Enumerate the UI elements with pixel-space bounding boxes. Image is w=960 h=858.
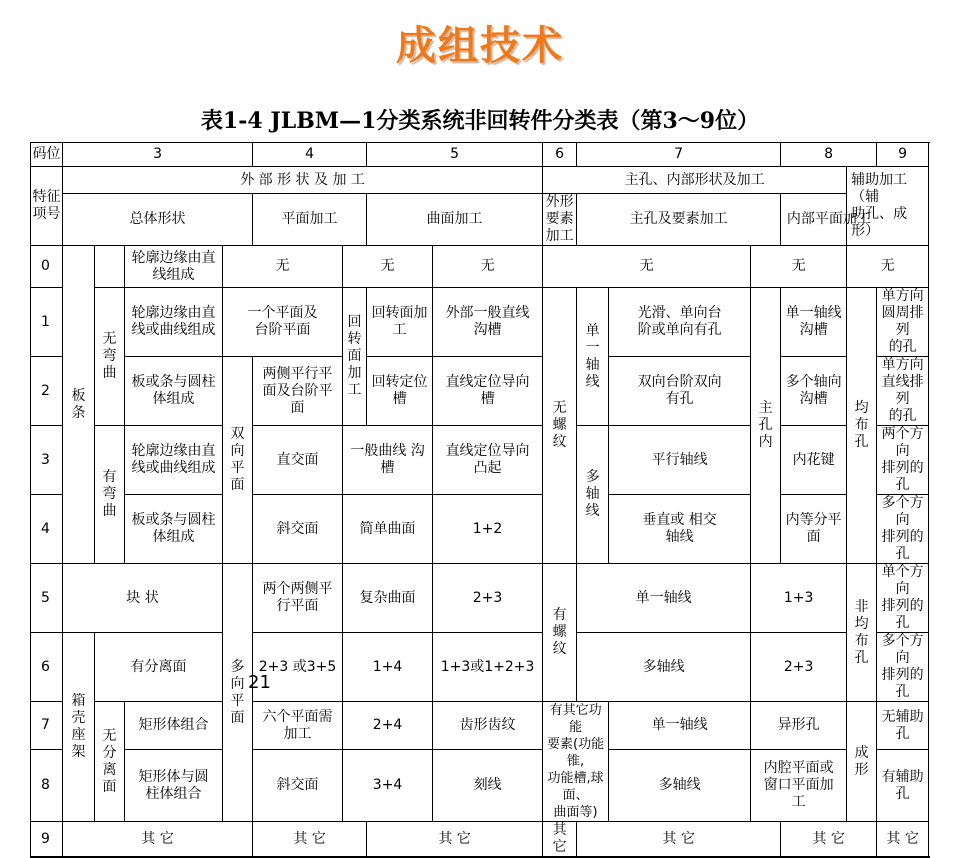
c7-no-thread: 无 螺 纹 — [543, 288, 577, 564]
c4-cell: 无 — [223, 246, 343, 288]
c4-cell: 斜交面 — [253, 750, 343, 822]
row-code: 5 — [31, 564, 63, 633]
row-code: 8 — [31, 750, 63, 822]
c8-cell: 多个轴向 沟槽 — [781, 357, 847, 426]
c8-cell: 1+3 — [751, 564, 847, 633]
c8-cell: 异形孔 — [751, 702, 847, 750]
table-row — [31, 702, 929, 750]
c4-multi: 多 向 平 面 — [223, 564, 253, 822]
c6-cell: 1+2 — [433, 495, 543, 564]
c6-cell: 2+3 — [433, 564, 543, 633]
c7-cell: 平行轴线 — [609, 426, 751, 495]
c8-cell: 无 — [751, 246, 847, 288]
c4-cell: 斜交面 — [253, 495, 343, 564]
c5-cell: 其 它 — [367, 822, 543, 858]
c5-cell: 2+4 — [343, 702, 433, 750]
c7-cell: 光滑、单向台 阶或单向有孔 — [609, 288, 751, 357]
c3-cell: 其 它 — [63, 822, 253, 858]
classification-table — [30, 142, 929, 858]
table-row — [31, 426, 929, 495]
c6-cell: 外部一般直线 沟槽 — [433, 288, 543, 357]
c6-cell: 齿形齿纹 — [433, 702, 543, 750]
c8-main-hole: 主 孔 内 — [751, 288, 781, 564]
c7-multi-axis: 多 轴 线 — [577, 426, 609, 564]
c9-cell: 单方向 直线排列 的孔 — [877, 357, 929, 426]
c8-cell: 2+3 — [751, 633, 847, 702]
table-row — [31, 288, 929, 357]
sub-plane: 平面加工 — [253, 194, 367, 246]
group-aux: 辅助加工（辅 助孔、成形） — [847, 167, 929, 246]
c3-cell: 板或条与圆柱 体组成 — [125, 495, 223, 564]
col-header-6: 6 — [543, 143, 577, 167]
c7-thread: 有 螺 纹 — [543, 564, 577, 702]
c8-cell: 内等分平 面 — [781, 495, 847, 564]
c9-forming: 成 形 — [847, 702, 877, 822]
c7-cell: 多轴线 — [609, 750, 751, 822]
c5-cell: 1+4 — [343, 633, 433, 702]
c8-cell: 内腔平面或 窗口平面加 工 — [751, 750, 847, 822]
c5-cell: 3+4 — [343, 750, 433, 822]
c4-cell: 2+3 或3+5 — [253, 633, 343, 702]
c9-cell: 无辅助孔 — [877, 702, 929, 750]
c6-cell: 直线定位导向 凸起 — [433, 426, 543, 495]
c9-uniform: 均 布 孔 — [847, 288, 877, 564]
group-outer-shape: 外 部 形 状 及 加 工 — [63, 167, 543, 194]
c4-cell: 两侧平行平 面及台阶平 面 — [253, 357, 343, 426]
table-row — [31, 633, 929, 702]
col-header-5: 5 — [367, 143, 543, 167]
c6-cell: 刻线 — [433, 750, 543, 822]
row-code: 0 — [31, 246, 63, 288]
col-header-4: 4 — [253, 143, 367, 167]
header-row-group — [31, 167, 929, 194]
table-row — [31, 822, 929, 858]
table-row — [31, 246, 929, 288]
c7-cell: 其 它 — [577, 822, 781, 858]
c3-plate: 板 条 — [63, 246, 95, 564]
c3-no-bend: 无 弯 曲 — [95, 288, 125, 426]
table-row — [31, 750, 929, 822]
c9-cell: 有辅助孔 — [877, 750, 929, 822]
c3-cell: 轮廓边缘由直 线组成 — [125, 246, 223, 288]
table-caption: 表1-4 JLBM—1分类系统非回转件分类表（第3～9位） — [200, 108, 760, 134]
c4-cell: 其 它 — [253, 822, 367, 858]
sub-inner-plane: 内部平面加工 — [781, 194, 877, 246]
c3-box: 箱 壳 座 架 — [63, 633, 95, 822]
c5-cell: 复杂曲面 — [343, 564, 433, 633]
c6-cell: 1+3或1+2+3 — [433, 633, 543, 702]
c5-cell: 回转定位 槽 — [367, 357, 433, 426]
c9-cell: 单方向 圆周排列 的孔 — [877, 288, 929, 357]
c7-cell: 垂直或 相交 轴线 — [609, 495, 751, 564]
c9-cell: 其 它 — [877, 822, 929, 858]
row-code: 2 — [31, 357, 63, 426]
c7-cell: 无 — [543, 246, 751, 288]
row-code: 6 — [31, 633, 63, 702]
c5-cell: 一般曲线 沟 槽 — [343, 426, 433, 495]
c4-cell: 一个平面及 台阶平面 — [223, 288, 343, 357]
c8-cell: 单一轴线 沟槽 — [781, 288, 847, 357]
c3-cell: 轮廓边缘由直 线或曲线组成 — [125, 426, 223, 495]
sub-curve: 曲面加工 — [367, 194, 543, 246]
c7-other-features: 有其它功能 要素(功能锥, 功能槽,球面、 曲面等) — [543, 702, 609, 822]
c3-cell: 轮廓边缘由直 线或曲线组成 — [125, 288, 223, 357]
c5-cell: 无 — [343, 246, 433, 288]
col-header-3: 3 — [63, 143, 253, 167]
c4-cell: 直交面 — [253, 426, 343, 495]
row-code: 9 — [31, 822, 63, 858]
table-row — [31, 564, 929, 633]
col-header-9: 9 — [877, 143, 929, 167]
c9-cell: 单个方向 排列的孔 — [877, 564, 929, 633]
c5-cell: 简单曲面 — [343, 495, 433, 564]
c6-cell: 其 它 — [543, 822, 577, 858]
c6-cell: 直线定位导向 槽 — [433, 357, 543, 426]
c3-no-separation: 无 分 离 面 — [95, 702, 125, 822]
col-header-7: 7 — [577, 143, 781, 167]
row-code: 7 — [31, 702, 63, 750]
c4-double: 双 向 平 面 — [223, 357, 253, 564]
c4-cell: 六个平面需 加工 — [253, 702, 343, 750]
c3-cell: 有分离面 — [95, 633, 223, 702]
c6-cell: 无 — [433, 246, 543, 288]
c9-nonuniform: 非 均 布 孔 — [847, 564, 877, 702]
c3-cell: 矩形体组合 — [125, 702, 223, 750]
c5-rotary: 回 转 面 加 工 — [343, 288, 367, 426]
sub-main-hole: 主孔及要素加工 — [577, 194, 781, 246]
header-row-sub — [31, 194, 929, 246]
code-header: 码位 — [31, 143, 63, 167]
c7-cell: 单一轴线 — [577, 564, 751, 633]
sub-external: 外形要素加工 — [543, 194, 577, 246]
row-code: 4 — [31, 495, 63, 564]
c5-cell: 回转面加 工 — [367, 288, 433, 357]
feature-header: 特征 项号 — [31, 167, 63, 246]
c9-cell: 两个方向 排列的孔 — [877, 426, 929, 495]
row-code: 3 — [31, 426, 63, 495]
row-code: 1 — [31, 288, 63, 357]
group-main-hole: 主孔、内部形状及加工 — [543, 167, 847, 194]
table-row — [31, 495, 929, 564]
page-number: 21 — [248, 672, 271, 693]
c9-cell: 多个方向 排列的孔 — [877, 495, 929, 564]
table-row — [31, 357, 929, 426]
col-header-8: 8 — [781, 143, 877, 167]
c3-bend: 有 弯 曲 — [95, 426, 125, 564]
sub-overall-shape: 总体形状 — [63, 194, 253, 246]
c9-cell: 多个方向 排列的孔 — [877, 633, 929, 702]
c3-cell: 板或条与圆柱 体组成 — [125, 357, 223, 426]
c7-cell: 单一轴线 — [609, 702, 751, 750]
c7-cell: 双向台阶双向 有孔 — [609, 357, 751, 426]
c8-cell: 其 它 — [781, 822, 877, 858]
header-row-code — [31, 143, 929, 167]
c3-cell: 块 状 — [63, 564, 223, 633]
c7-single-axis: 单 一 轴 线 — [577, 288, 609, 426]
c3-cell: 矩形体与圆 柱体组合 — [125, 750, 223, 822]
c7-cell: 多轴线 — [577, 633, 751, 702]
c8-cell: 内花键 — [781, 426, 847, 495]
page-title: 成组技术 — [396, 23, 564, 69]
c9-cell: 无 — [847, 246, 929, 288]
c4-cell: 两个两侧平 行平面 — [253, 564, 343, 633]
